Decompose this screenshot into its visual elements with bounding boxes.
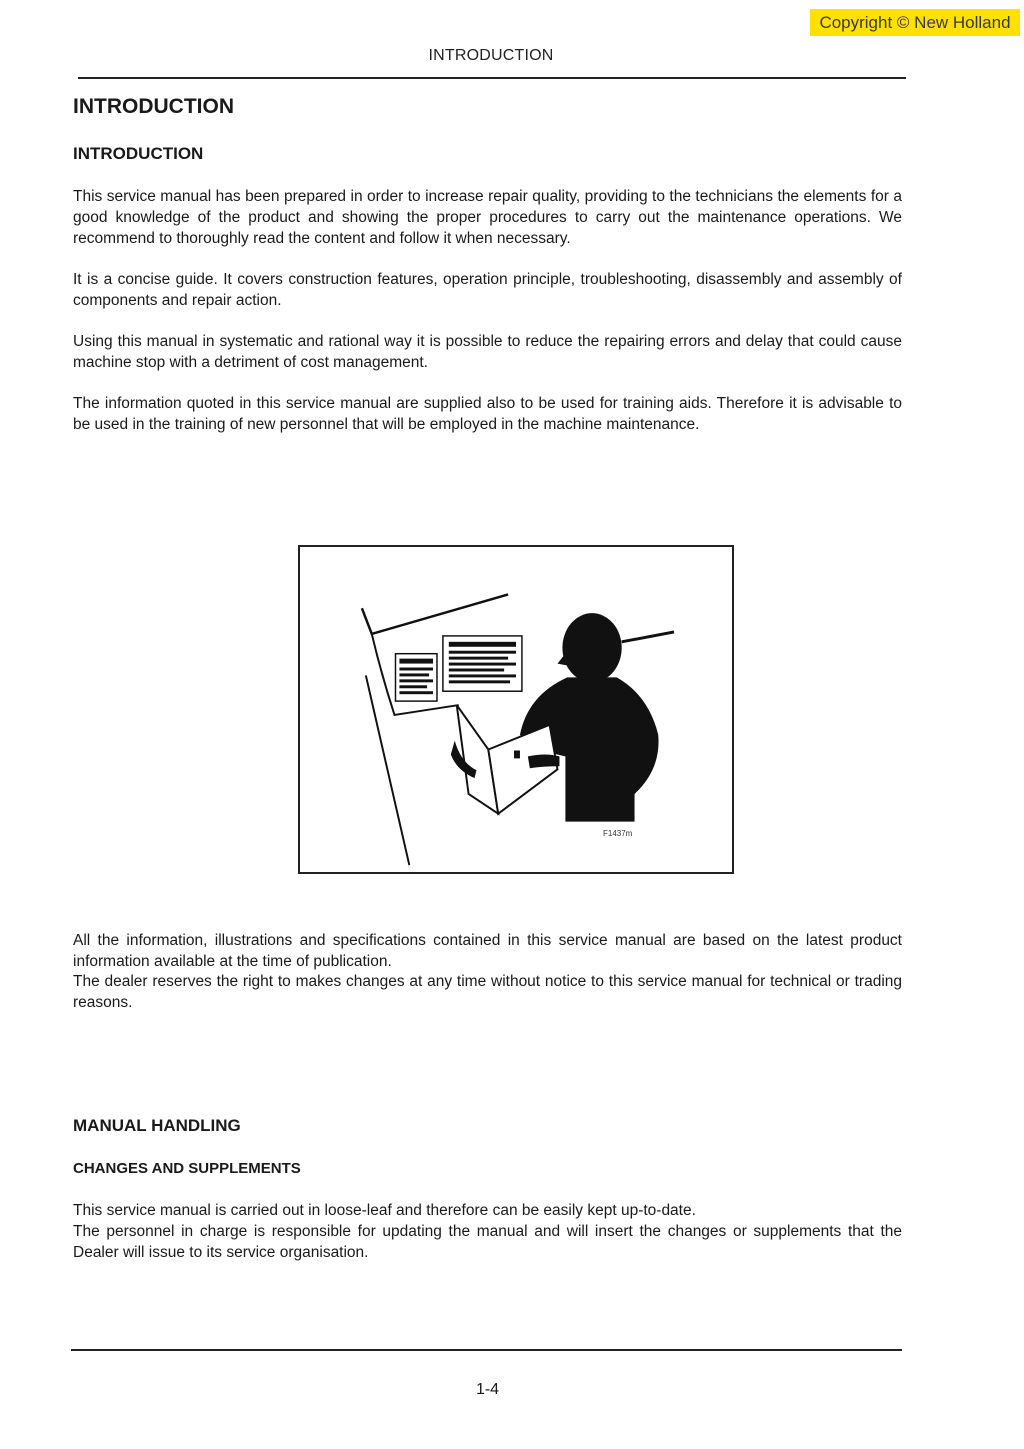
figure-technician-reading-manual (298, 545, 734, 874)
figure-label: F1437m (603, 829, 633, 838)
paragraph-4: The information quoted in this service manual are supplied also to be used for training aids. Therefore it is advisable to be used in the training of new personnel that will be employed in the machine maintenance. (73, 395, 902, 433)
subheading-changes-supplements: CHANGES AND SUPPLEMENTS (73, 1160, 301, 1177)
header-rule (78, 77, 906, 79)
paragraph-1: This service manual has been prepared in order to increase repair quality, providing to the technicians the elements for a good knowledge of the product and showing the proper procedures to carry out the maintenance operations. We recommend to thoroughly read the content and follow it when necessary. (73, 188, 902, 247)
paragraph-personnel-updates: The personnel in charge is responsible for updating the manual and will insert the changes or supplements that the Dealer will issue to its service organisation. (73, 1223, 902, 1261)
paragraph-loose-leaf: This service manual is carried out in loose-leaf and therefore can be easily kept up-to-date. (73, 1202, 696, 1219)
paragraph-2: It is a concise guide. It covers construction features, operation principle, troubleshooting, disassembly and assembly of components and repair action. (73, 271, 902, 309)
running-head: INTRODUCTION (428, 47, 554, 64)
technician-illustration (300, 547, 732, 872)
footer-rule (71, 1349, 902, 1351)
paragraph-3: Using this manual in systematic and rational way it is possible to reduce the repairing errors and delay that could cause machine stop with a detriment of cost management. (73, 333, 902, 371)
page-title: INTRODUCTION (73, 95, 234, 118)
copyright-banner: Copyright © New Holland (810, 9, 1020, 36)
page-number: 1-4 (475, 1381, 500, 1398)
paragraph-publication-info: All the information, illustrations and specifications contained in this service manual are based on the latest product information available at the time of publication. (73, 932, 902, 970)
section-heading-manual-handling: MANUAL HANDLING (73, 1116, 241, 1135)
paragraph-dealer-rights: The dealer reserves the right to makes changes at any time without notice to this service manual for technical or trading reasons. (73, 973, 902, 1011)
section-heading-introduction: INTRODUCTION (73, 144, 204, 163)
